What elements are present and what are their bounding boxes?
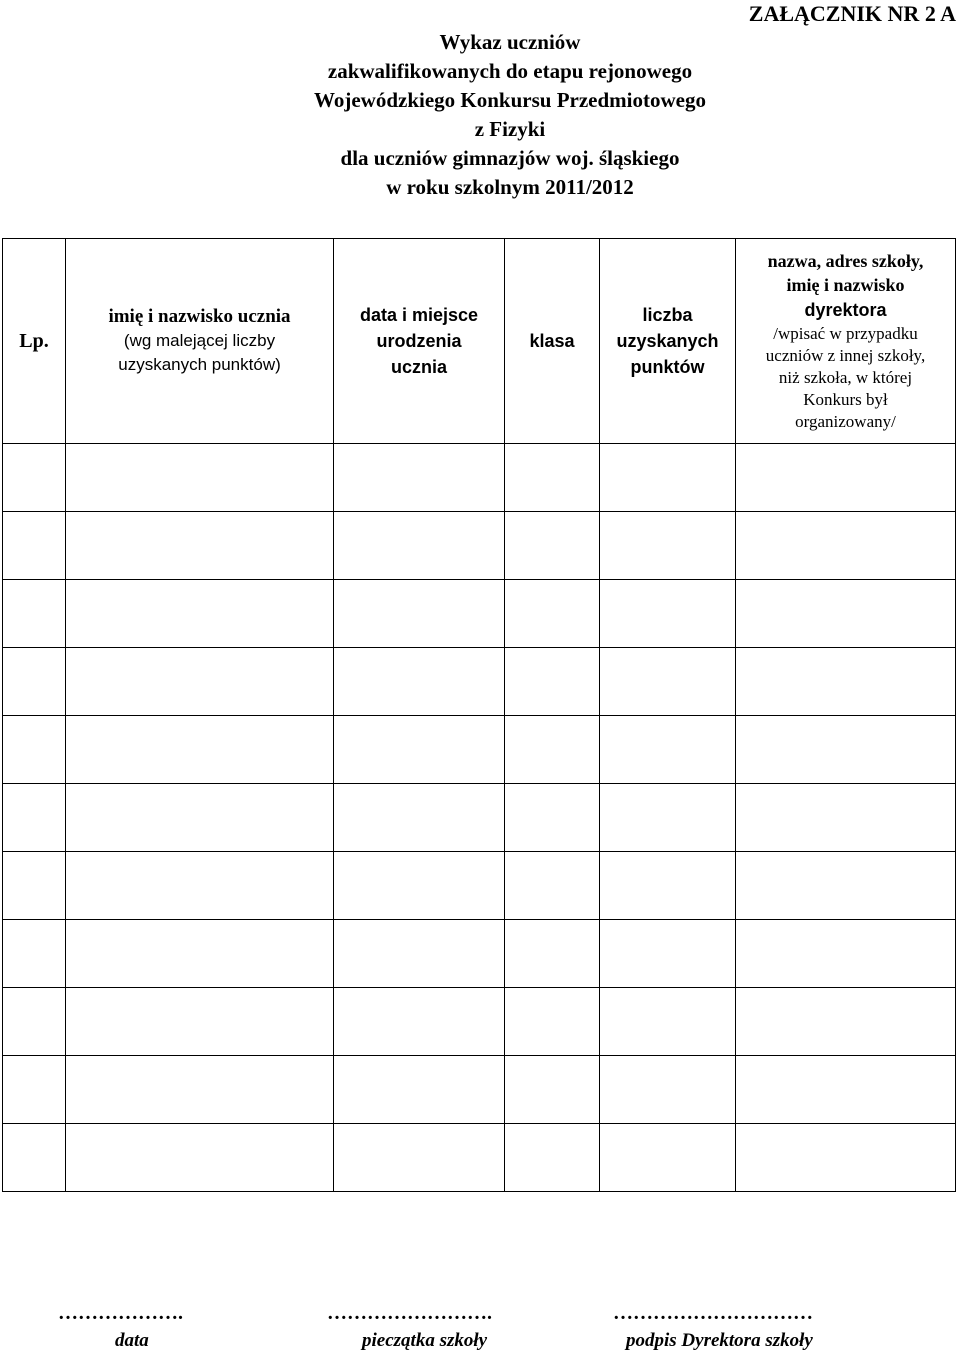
table-cell[interactable]	[505, 1056, 600, 1124]
header-name-sub-2: uzyskanych punktów)	[118, 355, 281, 374]
table-row	[3, 512, 956, 580]
table-cell[interactable]	[3, 1056, 66, 1124]
header-school-line: dyrektora	[804, 300, 887, 320]
header-points-line: uzyskanych	[616, 331, 719, 351]
table-cell[interactable]	[334, 784, 505, 852]
table-row	[3, 716, 956, 784]
header-lp	[3, 239, 66, 444]
table-row	[3, 1056, 956, 1124]
table-row	[3, 648, 956, 716]
table-header-row	[3, 239, 956, 444]
header-school-note: Konkurs był	[803, 390, 888, 409]
table-cell[interactable]	[736, 1056, 956, 1124]
table-cell[interactable]	[66, 580, 334, 648]
table-cell[interactable]	[600, 512, 736, 580]
table-cell[interactable]	[334, 444, 505, 512]
table-cell[interactable]	[505, 852, 600, 920]
signature-label: podpis Dyrektora szkoły	[626, 1330, 813, 1351]
table-cell[interactable]	[600, 852, 736, 920]
table-cell[interactable]	[600, 444, 736, 512]
header-school	[736, 239, 956, 444]
table-cell[interactable]	[3, 852, 66, 920]
title-line: Wykaz uczniów	[439, 30, 581, 54]
table-cell[interactable]	[736, 580, 956, 648]
header-name-main: imię i nazwisko ucznia	[108, 306, 291, 327]
header-birth-line: urodzenia	[376, 331, 462, 351]
table-cell[interactable]	[66, 1056, 334, 1124]
table-cell[interactable]	[3, 1124, 66, 1192]
table-cell[interactable]	[600, 920, 736, 988]
header-school-line: nazwa, adres szkoły,	[767, 251, 924, 271]
table-body	[3, 444, 956, 1192]
title-line: zakwalifikowanych do etapu rejonowego	[327, 59, 693, 83]
table-cell[interactable]	[736, 444, 956, 512]
table-cell[interactable]	[3, 988, 66, 1056]
table-cell[interactable]	[736, 1124, 956, 1192]
header-name-sub-1: (wg malejącej liczby	[123, 331, 276, 350]
header-birth-line: ucznia	[390, 357, 447, 377]
header-school-note: organizowany/	[795, 412, 896, 431]
table-cell[interactable]	[66, 512, 334, 580]
document-title	[220, 28, 800, 202]
table-cell[interactable]	[66, 852, 334, 920]
table-cell[interactable]	[3, 512, 66, 580]
table-cell[interactable]	[505, 784, 600, 852]
table-cell[interactable]	[600, 784, 736, 852]
table-row	[3, 1124, 956, 1192]
header-school-note: niż szkoła, w której	[778, 368, 913, 387]
table-row	[3, 784, 956, 852]
date-dots: ……………….	[58, 1302, 183, 1324]
table-cell[interactable]	[334, 852, 505, 920]
table-cell[interactable]	[505, 444, 600, 512]
table-cell[interactable]	[66, 1124, 334, 1192]
table-cell[interactable]	[736, 784, 956, 852]
table-row	[3, 852, 956, 920]
title-line: z Fizyki	[474, 117, 546, 141]
table-cell[interactable]	[3, 648, 66, 716]
table-cell[interactable]	[736, 852, 956, 920]
header-school-note: uczniów z innej szkoły,	[765, 346, 926, 365]
table-cell[interactable]	[334, 580, 505, 648]
table-cell[interactable]	[3, 716, 66, 784]
table-cell[interactable]	[334, 988, 505, 1056]
table-cell[interactable]	[66, 988, 334, 1056]
table-cell[interactable]	[66, 444, 334, 512]
table-cell[interactable]	[505, 648, 600, 716]
table-cell[interactable]	[736, 716, 956, 784]
header-points-line: punktów	[630, 357, 705, 377]
signature-dots: …………………………	[613, 1302, 813, 1324]
title-line: Wojewódzkiego Konkursu Przedmiotowego	[314, 88, 706, 112]
table-row	[3, 444, 956, 512]
table-cell[interactable]	[3, 920, 66, 988]
annex-label: ZAŁĄCZNIK NR 2 A	[748, 1, 956, 26]
table-cell[interactable]	[334, 1124, 505, 1192]
header-school-line: imię i nazwisko	[786, 275, 905, 295]
table-cell[interactable]	[3, 444, 66, 512]
table-cell[interactable]	[334, 716, 505, 784]
table-cell[interactable]	[600, 580, 736, 648]
table-cell[interactable]	[66, 784, 334, 852]
table-cell[interactable]	[600, 1124, 736, 1192]
header-school-note: /wpisać w przypadku	[773, 324, 918, 343]
header-lp-label: Lp.	[19, 330, 49, 352]
table-cell[interactable]	[505, 580, 600, 648]
header-class-label: klasa	[529, 331, 575, 351]
header-student-name	[66, 239, 334, 444]
table-cell[interactable]	[505, 716, 600, 784]
table-cell[interactable]	[66, 920, 334, 988]
header-points-line: liczba	[642, 305, 693, 325]
table-row	[3, 580, 956, 648]
table-cell[interactable]	[3, 580, 66, 648]
table-cell[interactable]	[66, 648, 334, 716]
table-cell[interactable]	[505, 512, 600, 580]
header-points	[600, 239, 736, 444]
table-cell[interactable]	[736, 988, 956, 1056]
table-cell[interactable]	[505, 988, 600, 1056]
table-cell[interactable]	[600, 716, 736, 784]
table-cell[interactable]	[3, 784, 66, 852]
stamp-label: pieczątka szkoły	[362, 1330, 488, 1351]
title-line: dla uczniów gimnazjów woj. śląskiego	[340, 146, 680, 170]
table-cell[interactable]	[66, 716, 334, 784]
header-birth	[334, 239, 505, 444]
date-label: data	[115, 1330, 149, 1351]
title-line: w roku szkolnym 2011/2012	[386, 175, 634, 199]
header-birth-line: data i miejsce	[359, 305, 479, 325]
table-cell[interactable]	[334, 648, 505, 716]
students-table	[2, 238, 956, 1192]
table-row	[3, 920, 956, 988]
table-row	[3, 988, 956, 1056]
table-cell[interactable]	[736, 920, 956, 988]
header-class	[505, 239, 600, 444]
table-cell[interactable]	[600, 988, 736, 1056]
table-cell[interactable]	[600, 1056, 736, 1124]
table-cell[interactable]	[334, 920, 505, 988]
table-cell[interactable]	[736, 512, 956, 580]
stamp-dots: …………………….	[327, 1302, 492, 1324]
table-cell[interactable]	[334, 512, 505, 580]
table-cell[interactable]	[505, 1124, 600, 1192]
table-cell[interactable]	[505, 920, 600, 988]
table-cell[interactable]	[736, 648, 956, 716]
table-cell[interactable]	[600, 648, 736, 716]
table-cell[interactable]	[334, 1056, 505, 1124]
